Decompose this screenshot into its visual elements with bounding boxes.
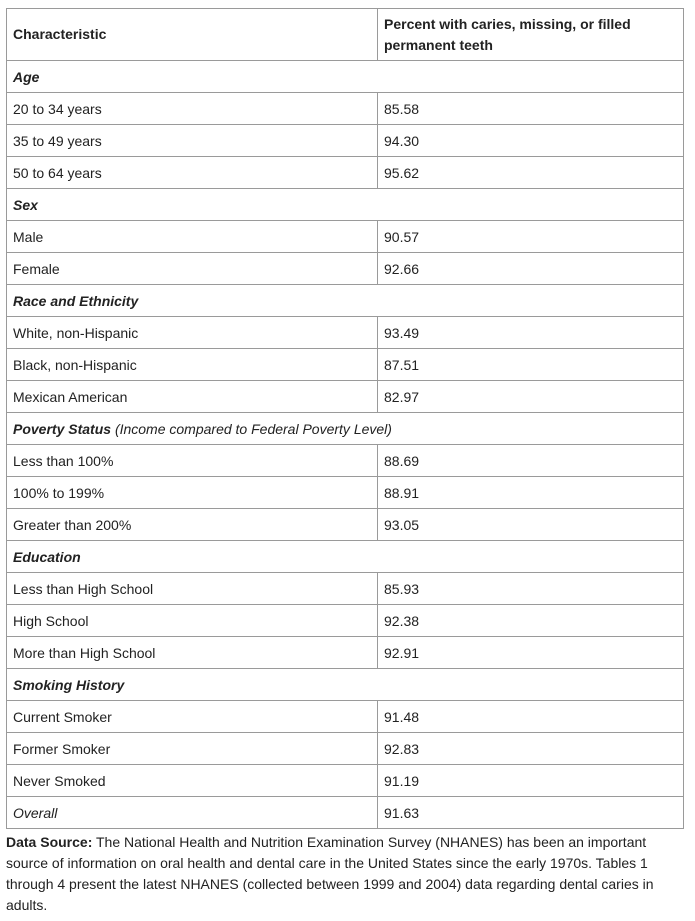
header-percent: Percent with caries, missing, or filled permanent teeth [378,9,684,61]
overall-label: Overall [7,797,378,829]
section-title: Poverty Status [13,420,112,437]
overall-value: 91.63 [378,797,684,829]
table-row [7,701,684,733]
row-value: 94.30 [378,125,684,157]
table-row [7,349,684,381]
overall-row [7,797,684,829]
section-race [7,285,684,317]
table-row [7,573,684,605]
table-row [7,381,684,413]
row-value: 92.66 [378,253,684,285]
section-title: Age [7,61,684,93]
row-label: More than High School [7,637,378,669]
table-header-row [7,9,684,61]
row-label: Less than 100% [7,445,378,477]
section-title: Race and Ethnicity [7,285,684,317]
section-education [7,541,684,573]
row-label: High School [7,605,378,637]
row-value: 91.48 [378,701,684,733]
row-label: 100% to 199% [7,477,378,509]
data-source-text: The National Health and Nutrition Examination Survey (NHANES) has been an important source of information on oral health and dental care in the United States since the early 1970s. Tables 1 through 4 present the latest NHANES (collected between 1999 and 2004) data regarding dental caries in adults. [6,834,654,913]
section-age [7,61,684,93]
table-row [7,477,684,509]
row-label: 35 to 49 years [7,125,378,157]
table-row [7,765,684,797]
table-row [7,157,684,189]
row-value: 90.57 [378,221,684,253]
row-value: 88.91 [378,477,684,509]
table-row [7,125,684,157]
section-title: Smoking History [7,669,684,701]
table-row [7,221,684,253]
row-label: Less than High School [7,573,378,605]
row-value: 88.69 [378,445,684,477]
row-label: Male [7,221,378,253]
row-value: 93.49 [378,317,684,349]
row-label: Greater than 200% [7,509,378,541]
row-label: Mexican American [7,381,378,413]
table-row [7,637,684,669]
data-source-note [6,832,688,916]
section-poverty [7,413,684,445]
header-characteristic: Characteristic [7,9,378,61]
row-value: 95.62 [378,157,684,189]
row-label: White, non-Hispanic [7,317,378,349]
section-title: Education [7,541,684,573]
row-value: 85.58 [378,93,684,125]
row-value: 93.05 [378,509,684,541]
row-label: 20 to 34 years [7,93,378,125]
table-row [7,93,684,125]
table-row [7,445,684,477]
section-note: (Income compared to Federal Poverty Level) [114,420,392,437]
table-row [7,509,684,541]
table-row [7,253,684,285]
section-title-cell [7,413,684,445]
row-value: 91.19 [378,765,684,797]
section-title: Sex [7,189,684,221]
row-value: 92.91 [378,637,684,669]
row-value: 82.97 [378,381,684,413]
table-row [7,605,684,637]
row-label: Black, non-Hispanic [7,349,378,381]
section-smoking [7,669,684,701]
row-label: Female [7,253,378,285]
caries-table [6,8,684,829]
section-sex [7,189,684,221]
row-value: 92.83 [378,733,684,765]
row-value: 85.93 [378,573,684,605]
row-value: 92.38 [378,605,684,637]
row-label: Former Smoker [7,733,378,765]
row-label: Current Smoker [7,701,378,733]
table-row [7,733,684,765]
row-label: 50 to 64 years [7,157,378,189]
row-value: 87.51 [378,349,684,381]
data-source-label: Data Source: [6,834,93,850]
table-row [7,317,684,349]
row-label: Never Smoked [7,765,378,797]
